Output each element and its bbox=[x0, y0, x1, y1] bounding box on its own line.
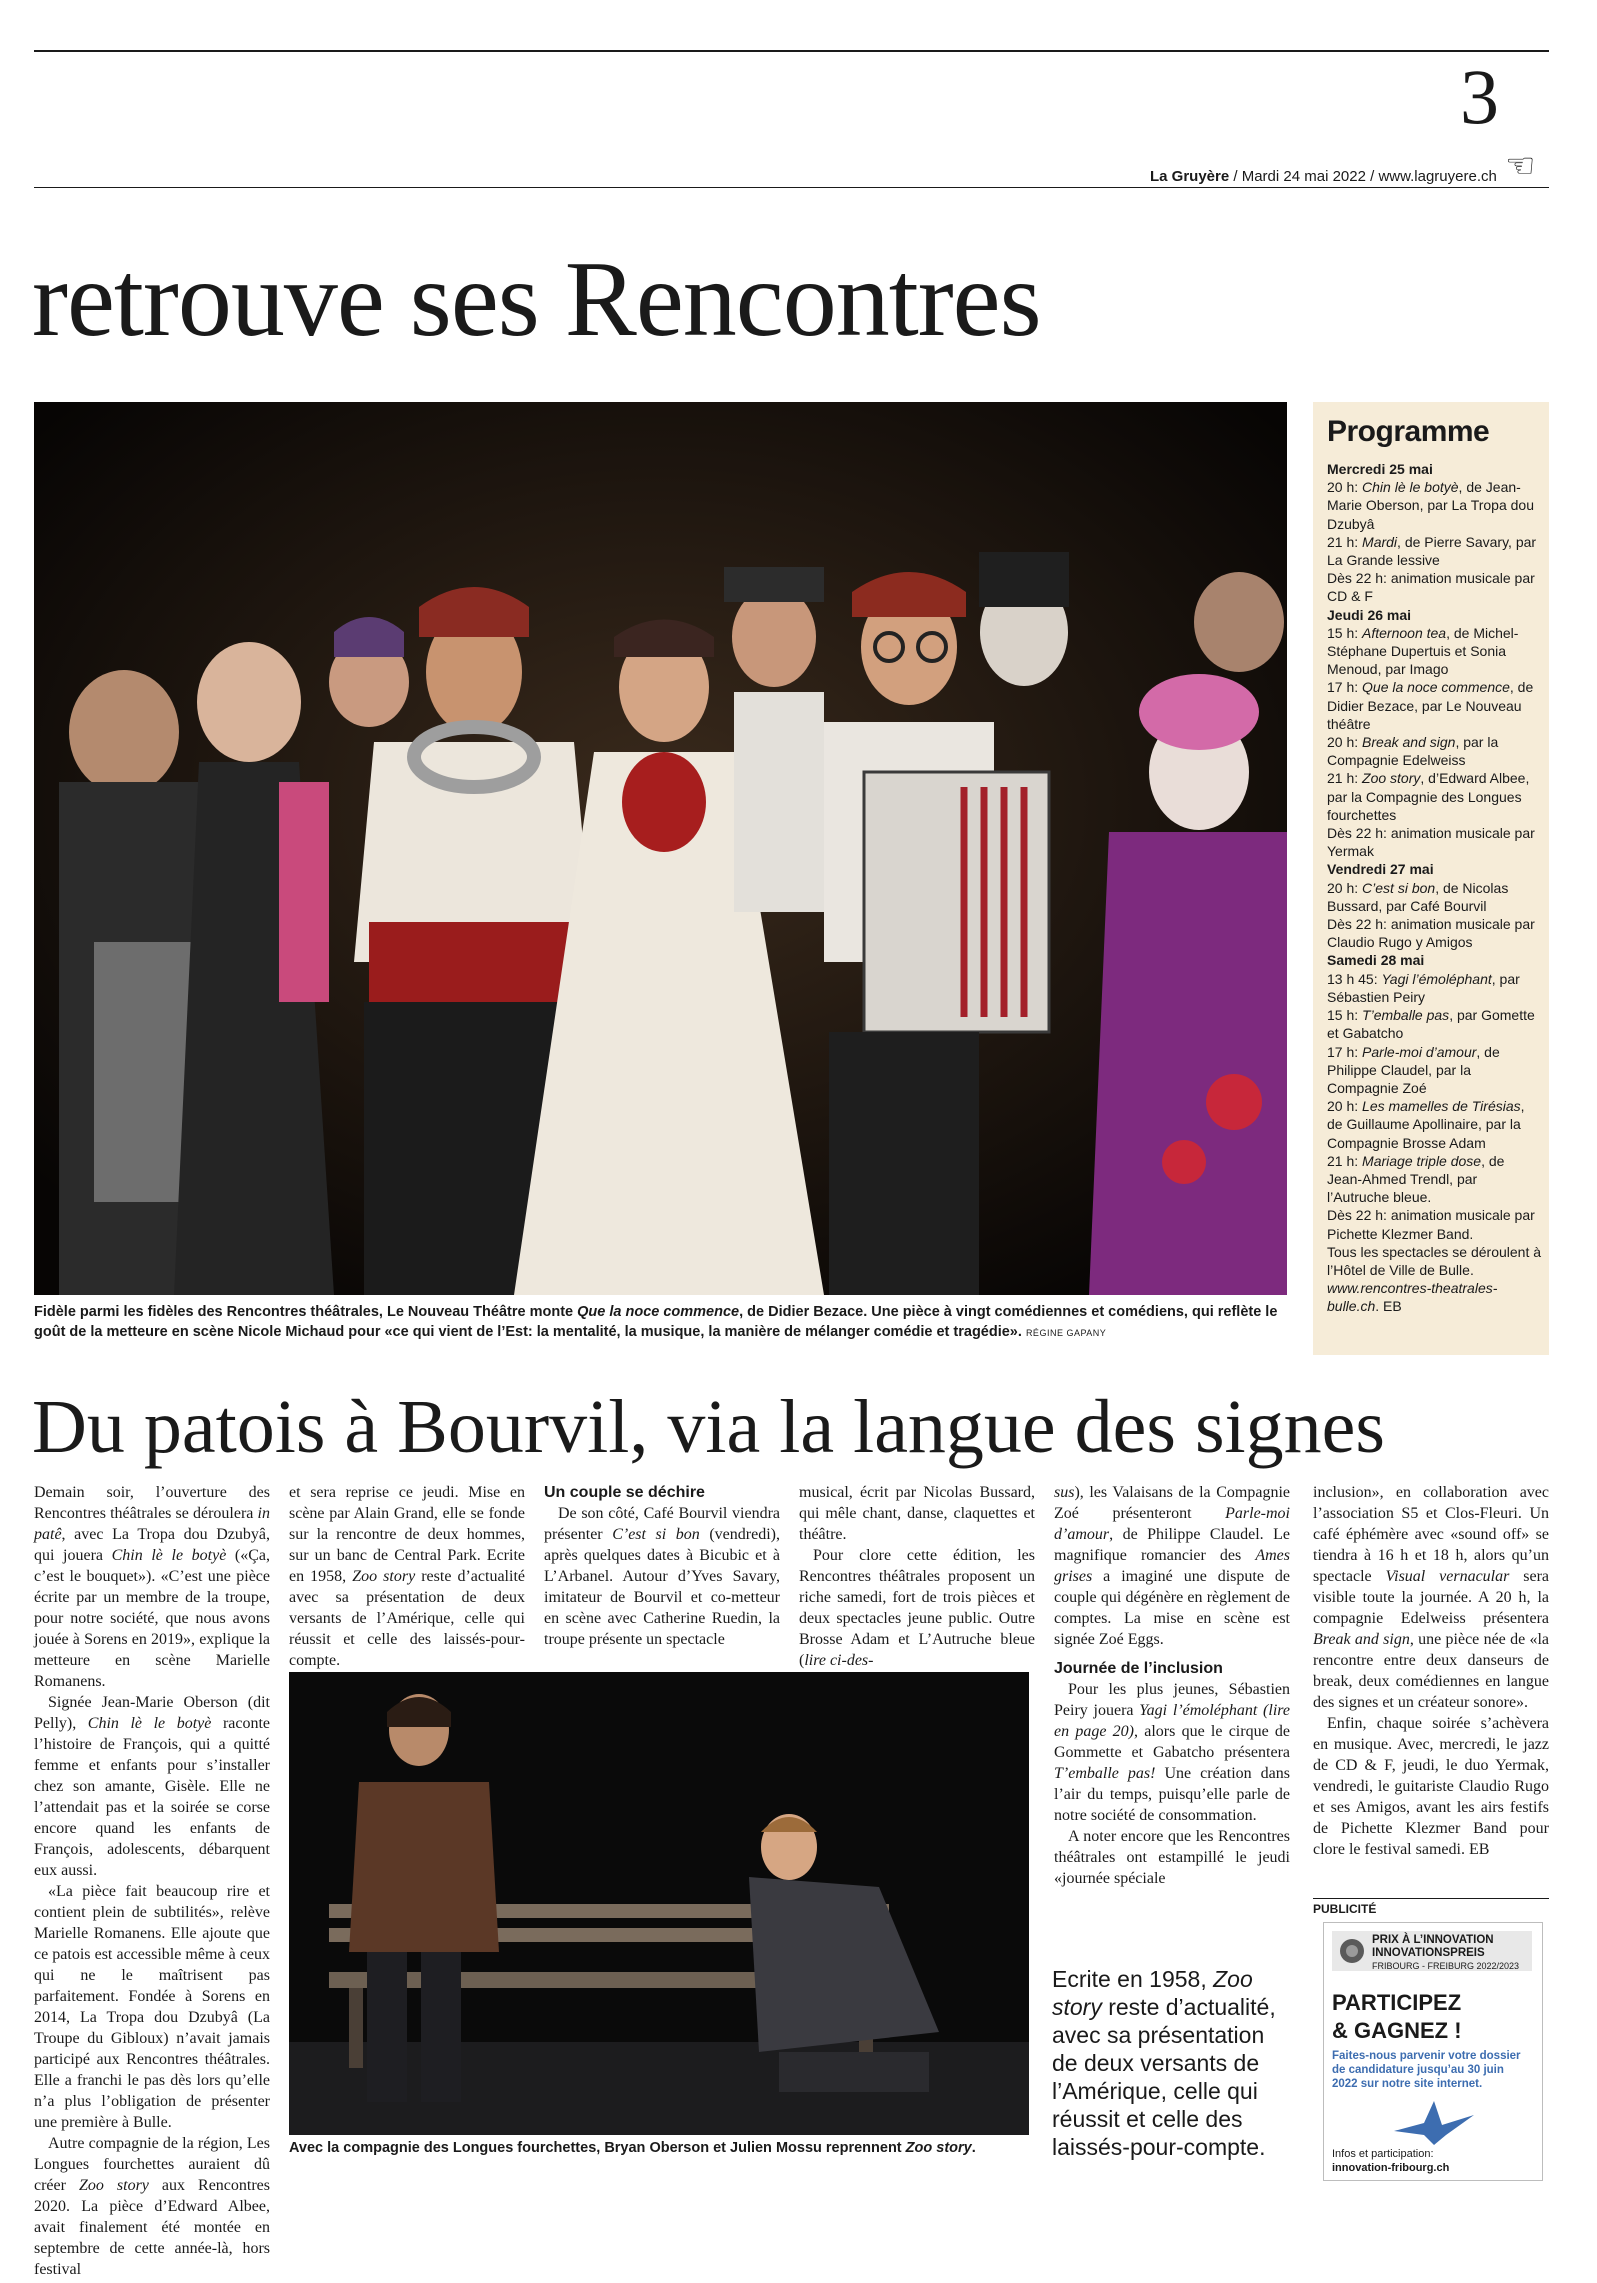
article-column-5 bbox=[1054, 1482, 1290, 1889]
article-column-1 bbox=[34, 1482, 270, 2280]
ad-prize-title: PRIX À L’INNOVATION INNOVATIONSPREIS FRIBOURG - FREIBURG 2022/2023 bbox=[1372, 1934, 1522, 1973]
article-paragraph: Autre compagnie de la région, Les Longues fourchettes auraient dû créer Zoo story aux Rencontres 2020. La pièce d’Edward Albee, avait finalement été montée en septembre de cette année-là, hors festival bbox=[34, 2135, 271, 2278]
top-rule bbox=[34, 50, 1549, 52]
programme-event: 21 h: Mardi, de Pierre Savary, par La Grande lessive bbox=[1327, 533, 1537, 569]
article-paragraph: Signée Jean-Marie Oberson (dit Pelly), Chin lè le botyè raconte l’histoire de François, qui a quitté femme et enfants pour s’installer chez son amante, Gisèle. Elle ne l’attendait pas et la soirée se corse encore quand les enfants de François, adolescents, débarquent eux aussi. bbox=[34, 1694, 271, 1879]
article-paragraph: De son côté, Café Bourvil viendra présenter C’est si bon (vendredi), après quelques dates à Bicubic et à L’Arbanel. Autour d’Yves Savary, imitateur de Bourvil et co-metteur en scène avec Catherine Ruedin, la troupe présente un spectacle bbox=[544, 1505, 780, 1648]
article-column-4 bbox=[799, 1482, 1035, 1671]
photo2-caption: Avec la compagnie des Longues fourchettes, Bryan Oberson et Julien Mossu reprennent Zoo story. bbox=[289, 2140, 976, 2156]
programme-day: Jeudi 26 mai bbox=[1327, 606, 1412, 623]
photo-credit: RÉGINE GAPANY bbox=[1025, 1328, 1107, 1338]
programme-event: 21 h: Zoo story, d’Edward Albee, par la Compagnie des Longues fourchettes bbox=[1327, 770, 1530, 823]
programme-event: 20 h: Break and sign, par la Compagnie Edelweiss bbox=[1327, 734, 1499, 769]
programme-event: Dès 22 h: animation musicale par CD & F bbox=[1327, 570, 1535, 605]
programme-event: Dès 22 h: animation musicale par Pichette Klezmer Band. bbox=[1327, 1207, 1535, 1242]
programme-event: 15 h: T’emballe pas, par Gomette et Gabatcho bbox=[1327, 1007, 1535, 1042]
header-rule bbox=[34, 187, 1549, 188]
programme-event: Dès 22 h: animation musicale par Yermak bbox=[1327, 825, 1535, 860]
page-number: 3 bbox=[1460, 53, 1499, 140]
pointing-hand-icon: ☜ bbox=[1505, 146, 1536, 186]
programme-event: Dès 22 h: animation musicale par Claudio Rugo y Amigos bbox=[1327, 916, 1535, 951]
programme-event: 20 h: Chin lè le botyè, de Jean-Marie Oberson, par La Tropa dou Dzubyâ bbox=[1327, 479, 1535, 532]
programme-url[interactable]: www.rencontres-theatrales-bulle.ch bbox=[1327, 1280, 1498, 1315]
subheading-couple: Un couple se déchire bbox=[544, 1484, 705, 1501]
paper-name: La Gruyère bbox=[1150, 168, 1230, 185]
folio-date: / Mardi 24 mai 2022 / www.lagruyere.ch bbox=[1229, 168, 1497, 185]
programme-day: Mercredi 25 mai bbox=[1327, 461, 1433, 477]
article-paragraph: Pour clore cette édition, les Rencontres théâtrales proposent un riche samedi, fort de trois pièces et deux spectacles jeune public. Outre Brosse Adam et L’Autruche bleue (lire ci-des- bbox=[799, 1547, 1035, 1669]
zoo-story-illustration bbox=[289, 1672, 1029, 2135]
programme-event: 15 h: Afternoon tea, de Michel-Stéphane Dupertuis et Sonia Menoud, par Imago bbox=[1327, 624, 1519, 678]
caption-play-title: Que la noce commence bbox=[577, 1304, 740, 1320]
caption-text-a: Fidèle parmi les fidèles des Rencontres théâtrales, Le Nouveau Théâtre monte bbox=[34, 1304, 578, 1320]
ad-info: Infos et participation: innovation-fribourg.ch bbox=[1332, 2148, 1450, 2174]
ad-instructions: Faites-nous parvenir votre dossier de candidature jusqu’au 30 juin 2022 sur notre site internet. bbox=[1332, 2050, 1521, 2090]
article-paragraph: musical, écrit par Nicolas Bussard, qui mêle chant, danse, claquettes et théâtre. bbox=[799, 1484, 1035, 1543]
article-column-6 bbox=[1313, 1482, 1549, 1860]
photo-caption bbox=[34, 1302, 1287, 1343]
page-headline: retrouve ses Rencontres bbox=[32, 240, 1041, 359]
article-paragraph: Demain soir, l’ouverture des Rencontres théâtrales se déroulera in patê, avec La Tropa dou Dzubyâ, qui jouera Chin lè le botyè («Ça, c’est le bouquet»). «C’est une pièce écrite par un membre de la troupe, pour notre société, que nous avons jouée à Sorens en 2019», explique la metteure en scène Marielle Romanens. bbox=[34, 1484, 270, 1690]
programme-day: Vendredi 27 mai bbox=[1327, 861, 1434, 878]
programme-list bbox=[1327, 460, 1541, 1243]
programme-event: 17 h: Parle-moi d’amour, de Philippe Claudel, par la Compagnie Zoé bbox=[1327, 1043, 1500, 1096]
troupe-photo-illustration bbox=[34, 402, 1287, 1295]
programme-day: Samedi 28 mai bbox=[1327, 952, 1425, 969]
innovation-ad[interactable] bbox=[1323, 1922, 1543, 2181]
advertising-label: PUBLICITÉ bbox=[1313, 1898, 1549, 1916]
ad-call-to-action: PARTICIPEZ & GAGNEZ ! bbox=[1332, 1990, 1462, 2043]
article-paragraph: Pour les plus jeunes, Sébastien Peiry jouera Yagi l’émoléphant (lire en page 20), alors que le cirque de Gommette et Gabatcho présentera T’emballe pas! Une création dans l’air du temps, puisqu’elle parle de notre société de consommation. bbox=[1054, 1681, 1290, 1824]
programme-event: 17 h: Que la noce commence, de Didier Bezace, par Le Nouveau théâtre bbox=[1327, 679, 1534, 732]
programme-event: 21 h: Mariage triple dose, de Jean-Ahmed Trendl, par l’Autruche bleue. bbox=[1327, 1152, 1505, 1206]
article-paragraph: «La pièce fait beaucoup rire et contient plein de subtilités», relève Marielle Romanens. Elle ajoute que ce patois est accessible même à ceux qui ne le maîtrisent pas parfaitement. Fondée à Sorens en 2014, La Tropa dou Dzubyâ (La Troupe du Gibloux) n’avait jamais participé aux Rencontres théâtrales. Elle a franchi le pas dès lors qu’elle n’a plus l’obligation de présenter une première à Bulle. bbox=[34, 1883, 270, 2131]
article-column-2 bbox=[289, 1482, 525, 1671]
programme-footer: Tous les spectacles se déroulent à l’Hôtel de Ville de Bulle. bbox=[1327, 1243, 1542, 1278]
article-paragraph: et sera reprise ce jeudi. Mise en scène par Alain Grand, elle se fonde sur la rencontre de deux hommes, sur un banc de Central Park. Ecrite en 1958, Zoo story reste d’actualité avec sa présentation de deux versants de l’Amérique, celle qui réussit et celle des laissés-pour-compte. bbox=[289, 1484, 525, 1669]
programme-event: 20 h: C’est si bon, de Nicolas Bussard, par Café Bourvil bbox=[1327, 879, 1509, 914]
ad-prize-subtitle: FRIBOURG - FREIBURG 2022/2023 bbox=[1372, 1961, 1520, 1971]
award-medal-icon bbox=[1338, 1937, 1366, 1965]
article-paragraph: Enfin, chaque soirée s’achèvera en musique. Avec, mercredi, le jazz de CD & F, jeudi, le duo Yermak, vendredi, le guitariste Claudio Rugo et ses Amigos, avant les airs festifs de Pichette Klezmer Band pour clore le festival samedi. EB bbox=[1313, 1715, 1549, 1858]
article-paragraph: inclusion», en collaboration avec l’association S5 et Clos-Fleuri. Un café éphémère avec «sound off» se tiendra à 16 h et 18 h, alors qu’un spectacle Visual vernacular sera visible toute la journée. A 20 h, la compagnie Edelweiss présentera Break and sign, une pièce née de «la rencontre entre deux danseurs de break, deux comédiennes en langue des signes et un créateur sonore». bbox=[1313, 1484, 1550, 1711]
theatre-troupe-photo bbox=[34, 402, 1287, 1295]
article-column-3 bbox=[544, 1482, 780, 1650]
pull-quote: Ecrite en 1958, Zoo story reste d’actualité, avec sa présentation de deux versants de l’Amérique, celle qui réussit et celle des laissés-pour-compte. bbox=[1052, 1966, 1276, 2160]
programme-event: 13 h 45: Yagi l’émoléphant, par Sébastien Peiry bbox=[1327, 970, 1520, 1005]
programme-title: Programme bbox=[1327, 415, 1490, 448]
programme-signature: . EB bbox=[1375, 1298, 1402, 1315]
subheading-inclusion: Journée de l’inclusion bbox=[1054, 1660, 1223, 1677]
article-paragraph: sus), les Valaisans de la Compagnie Zoé présenteront Parle-moi d’amour, de Philippe Claudel. Le magnifique romancier des Ames grises a imaginé une dispute de couple qui dégénère en règlement de comptes. La mise en scène est signée Zoé Eggs. bbox=[1054, 1484, 1290, 1648]
programme-event: 20 h: Les mamelles de Tirésias, de Guillaume Apollinaire, par la Compagnie Brosse Adam bbox=[1327, 1098, 1525, 1151]
article-headline: Du patois à Bourvil, via la langue des signes bbox=[32, 1385, 1385, 1469]
origami-crane-icon bbox=[1394, 2101, 1474, 2145]
article-paragraph: A noter encore que les Rencontres théâtrales ont estampillé le jeudi «journée spéciale bbox=[1054, 1828, 1290, 1887]
programme-box bbox=[1313, 402, 1549, 1355]
zoo-story-photo bbox=[289, 1672, 1029, 2135]
ad-url[interactable]: innovation-fribourg.ch bbox=[1332, 2162, 1450, 2174]
caption-text-b: , de Didier Bezace. Une pièce à vingt comédiennes et comédiens, qui reflète le goût de la metteure en scène Nicole Michaud pour «ce qui vient de l’Est: la mentalité, la musique, la manière de mélanger comédie et tragédie». bbox=[34, 1304, 1278, 1340]
folio-line bbox=[1150, 168, 1497, 185]
